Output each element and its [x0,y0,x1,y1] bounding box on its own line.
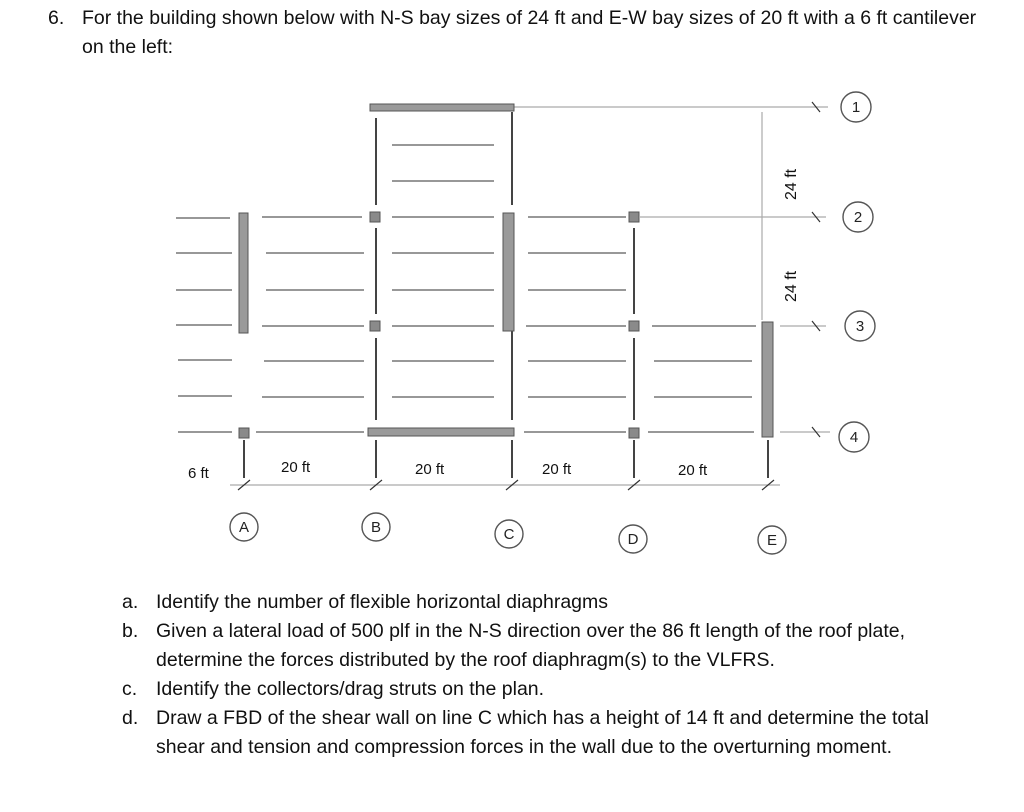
grid-number-bubbles [839,92,875,452]
part-b-text: Given a lateral load of 500 plf in the N-S direction over the 86 ft length of the roof plate, determine the forces distributed by the roof diaphragm(s) to the VLFRS. [156,620,906,671]
dim-bay-b-c: 20 ft [415,461,445,478]
dim-bay-c-d: 20 ft [542,461,572,478]
part-d-label: d. [122,707,139,729]
shear-wall-line-e [762,322,773,437]
grid-label-a: A [238,519,250,536]
horizontal-dimensions [188,459,708,482]
grid-label-3: 3 [855,318,865,335]
vertical-dimensions [783,168,800,302]
question-number: 6. [48,7,65,29]
dim-bay-1-2: 24 ft [783,168,800,200]
grid-number-labels [850,99,864,446]
question-text: For the building shown below with N-S bay sizes of 24 ft and E-W bay sizes of 20 ft with a 6 ft cantilever on the left: [82,7,977,58]
part-a-text: Identify the number of flexible horizontal diaphragms [156,591,609,613]
shear-wall-line-c [503,213,514,331]
part-d-text: Draw a FBD of the shear wall on line C which has a height of 14 ft and determine the total shear and tension and compression forces in the wall due to the overturning moment. [156,707,929,758]
grid-lines [230,107,830,485]
grid-label-1: 1 [851,99,861,116]
grid-label-d: D [627,531,639,548]
grid-label-4: 4 [849,429,859,446]
floor-plan-figure [0,80,1024,580]
part-b-label: b. [122,620,139,642]
shear-wall-line-1 [370,104,514,111]
grid-label-e: E [766,532,778,549]
part-a-label: a. [122,591,139,613]
dim-cantilever: 6 ft [188,465,209,482]
shear-walls [239,104,773,437]
shear-wall-line-a [239,213,248,333]
grid-label-b: B [370,519,382,536]
part-c-label: c. [122,678,138,700]
grid-letter-labels [239,519,777,549]
joist-lines [176,145,756,432]
part-b [122,617,982,675]
grid-label-c: C [503,526,515,543]
part-a [122,588,982,617]
shear-wall-line-4 [368,428,514,436]
dim-bay-a-b: 20 ft [281,459,311,476]
part-c-text: Identify the collectors/drag struts on the plan. [156,678,545,700]
dim-bay-d-e: 20 ft [678,462,708,479]
grid-label-2: 2 [853,209,863,226]
part-c [122,675,982,704]
dim-bay-2-3: 24 ft [783,270,800,302]
question-parts [122,588,982,762]
columns [239,212,639,438]
part-d [122,704,982,762]
